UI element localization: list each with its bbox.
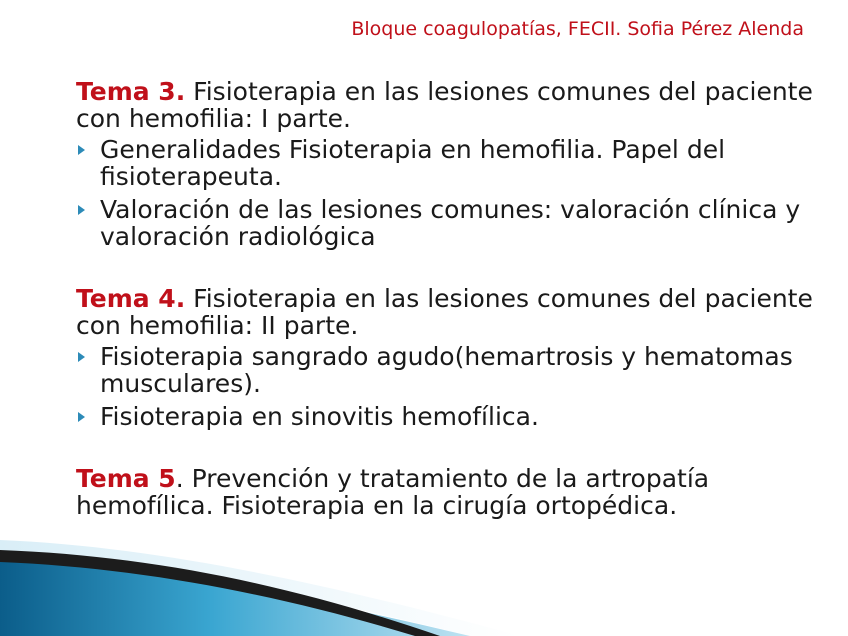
tema-3-heading xyxy=(76,78,821,132)
tema-4-label: Tema 4. xyxy=(76,284,186,313)
slide-header: Bloque coagulopatías, FECII. Sofia Pérez Alenda xyxy=(351,18,804,40)
list-item xyxy=(76,403,821,430)
bullet-text: Fisioterapia en sinovitis hemofílica. xyxy=(100,402,539,431)
bullet-text: Fisioterapia sangrado agudo(hemartrosis y hematomas musculares). xyxy=(100,342,793,398)
tema-4-heading xyxy=(76,285,821,339)
tema-5-heading xyxy=(76,465,821,519)
bullet-text: Generalidades Fisioterapia en hemofilia. Papel del fisioterapeuta. xyxy=(100,135,726,191)
spacer xyxy=(76,256,821,285)
list-item xyxy=(76,196,821,250)
list-item xyxy=(76,343,821,397)
list-item xyxy=(76,136,821,190)
tema-5-text: . Prevención y tratamiento de la artropatía hemofílica. Fisioterapia en la cirugía ortopédica. xyxy=(76,464,710,520)
triangle-bullet-icon xyxy=(78,205,85,215)
tema-3-text: Fisioterapia en las lesiones comunes del paciente con hemofilia: I parte. xyxy=(76,77,813,133)
bullet-text: Valoración de las lesiones comunes: valoración clínica y valoración radiológica xyxy=(100,195,801,251)
decorative-swoosh xyxy=(0,526,520,636)
tema-3-label: Tema 3. xyxy=(76,77,186,106)
triangle-bullet-icon xyxy=(78,412,85,422)
tema-3-bullets xyxy=(76,136,821,250)
triangle-bullet-icon xyxy=(78,145,85,155)
triangle-bullet-icon xyxy=(78,352,85,362)
slide-content xyxy=(76,78,821,519)
tema-5-label: Tema 5 xyxy=(76,464,176,493)
tema-4-text: Fisioterapia en las lesiones comunes del paciente con hemofilia: II parte. xyxy=(76,284,813,340)
tema-4-bullets xyxy=(76,343,821,430)
spacer xyxy=(76,436,821,465)
